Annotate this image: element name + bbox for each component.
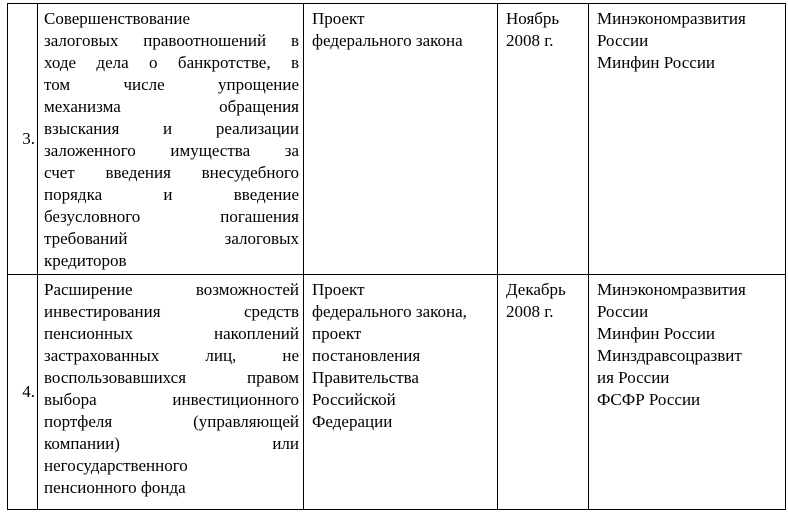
- document-form: [304, 4, 498, 275]
- responsible-agencies: [589, 4, 786, 275]
- description-line: инвестирования средств: [44, 302, 299, 321]
- description-line: портфеля (управляющей: [44, 412, 299, 431]
- row-number: 4.: [8, 275, 38, 510]
- description-line: требований залоговых: [44, 229, 299, 248]
- responsible-agencies: [589, 275, 786, 510]
- agency-line: ФСФР России: [597, 390, 701, 409]
- agency-line: Минэкономразвития: [597, 9, 746, 28]
- document-form: [304, 275, 498, 510]
- agency-line: России: [597, 31, 649, 50]
- deadline-line: 2008 г.: [506, 302, 554, 321]
- agency-line: ия России: [597, 368, 670, 387]
- form-line: Правительства: [312, 368, 419, 387]
- description-line: том числе упрощение: [44, 75, 299, 94]
- deadline-line: Ноябрь: [506, 9, 560, 28]
- form-line: федерального закона: [312, 31, 463, 50]
- description-line: безусловного погашения: [44, 207, 299, 226]
- description-line: заложенного имущества за: [44, 141, 299, 160]
- description-line: взыскания и реализации: [44, 119, 299, 138]
- agency-line: Минздравсоцразвит: [597, 346, 742, 365]
- form-line: проект: [312, 324, 362, 343]
- description-line: порядка и введение: [44, 185, 299, 204]
- form-line: Проект: [312, 280, 365, 299]
- deadline: [498, 4, 589, 275]
- agency-line: Минфин России: [597, 53, 716, 72]
- description-line: негосударственного: [44, 456, 188, 475]
- description-line: залоговых правоотношений в: [44, 31, 299, 50]
- deadline: [498, 275, 589, 510]
- action-plan-table: [7, 3, 786, 510]
- table-row-3: [8, 4, 786, 275]
- agency-line: Минфин России: [597, 324, 716, 343]
- description-line: компании) или: [44, 434, 299, 453]
- description-line: пенсионного фонда: [44, 478, 186, 497]
- form-line: Российской: [312, 390, 396, 409]
- measure-description: [38, 4, 304, 275]
- row-number: 3.: [8, 4, 38, 275]
- description-line: застрахованных лиц, не: [44, 346, 299, 365]
- agency-line: Минэкономразвития: [597, 280, 746, 299]
- description-line: счет введения внесудебного: [44, 163, 299, 182]
- form-line: Федерации: [312, 412, 393, 431]
- form-line: Проект: [312, 9, 365, 28]
- form-line: постановления: [312, 346, 421, 365]
- agency-line: России: [597, 302, 649, 321]
- description-line: Расширение возможностей: [44, 280, 299, 299]
- form-line: федерального закона,: [312, 302, 467, 321]
- description-line: выбора инвестиционного: [44, 390, 299, 409]
- deadline-line: 2008 г.: [506, 31, 554, 50]
- description-line: воспользовавшихся правом: [44, 368, 299, 387]
- deadline-line: Декабрь: [506, 280, 566, 299]
- description-line: ходе дела о банкротстве, в: [44, 53, 299, 72]
- description-line: Совершенствование: [44, 9, 191, 28]
- description-line: кредиторов: [44, 251, 127, 270]
- measure-description: [38, 275, 304, 510]
- description-line: механизма обращения: [44, 97, 299, 116]
- description-line: пенсионных накоплений: [44, 324, 299, 343]
- table-row-4: [8, 275, 786, 510]
